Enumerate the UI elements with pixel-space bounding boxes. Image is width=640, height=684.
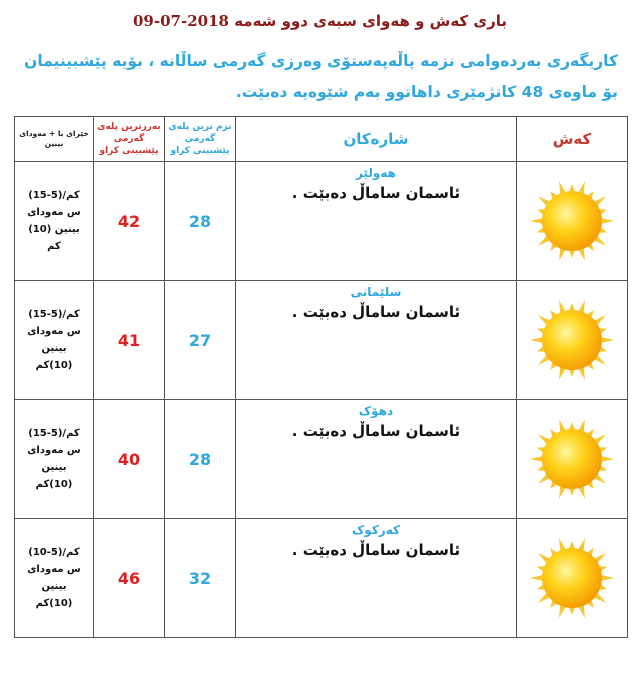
min-temp-cell: 27 bbox=[165, 281, 236, 400]
sun-ray bbox=[602, 456, 614, 461]
sun-ray bbox=[602, 575, 614, 580]
city-name: هەولێر bbox=[356, 166, 396, 180]
sun-icon bbox=[529, 416, 615, 502]
sun-ray bbox=[579, 419, 585, 431]
table-row bbox=[15, 281, 628, 400]
wind-text: (15-5)کم/س مەودای بینین (10)کم bbox=[27, 428, 81, 490]
wind-text: (15-5)کم/س مەودای بینین (10) کم bbox=[27, 190, 81, 252]
header-min-temp: نزم ترین پلەی گەرمی پێشبینی کراو bbox=[165, 117, 236, 162]
sun-ray bbox=[569, 184, 574, 191]
wind-cell bbox=[15, 281, 94, 400]
wind-cell bbox=[15, 400, 94, 519]
sun-ray bbox=[569, 422, 574, 429]
sun-ray bbox=[559, 249, 565, 261]
sun-disc bbox=[542, 548, 602, 608]
min-temp-cell: 28 bbox=[165, 162, 236, 281]
sun-disc bbox=[542, 310, 602, 370]
sun-ray bbox=[579, 487, 585, 499]
header-max-temp: بەرزترین پلەی گەرمی پێشبینی کراو bbox=[94, 117, 165, 162]
city-cell bbox=[236, 162, 517, 281]
city-name: کەرکوک bbox=[352, 523, 400, 537]
max-temp-cell: 40 bbox=[94, 400, 165, 519]
sun-ray bbox=[559, 606, 565, 618]
sun-icon bbox=[529, 178, 615, 264]
min-temp-cell: 28 bbox=[165, 400, 236, 519]
sun-ray bbox=[579, 538, 585, 550]
weather-icon-cell bbox=[517, 162, 628, 281]
sun-ray bbox=[530, 218, 542, 223]
header-cities: شارەکان bbox=[236, 117, 517, 162]
wind-text: (15-5)کم/س مەودای بینین (10)کم bbox=[27, 309, 81, 371]
sun-ray bbox=[579, 300, 585, 312]
weather-description: ئاسمان ساماڵ دەبێت . bbox=[291, 303, 461, 321]
weather-icon-cell bbox=[517, 281, 628, 400]
title-date: 2018-07-09 bbox=[132, 12, 229, 30]
sun-ray bbox=[569, 370, 574, 377]
city-cell bbox=[236, 519, 517, 638]
sun-ray bbox=[530, 456, 542, 461]
sun-disc bbox=[542, 191, 602, 251]
sun-ray bbox=[602, 337, 614, 342]
header-weather: کەش bbox=[517, 117, 628, 162]
table-row bbox=[15, 400, 628, 519]
wind-text: (10-5)کم/س مەودای بینین (10)کم bbox=[27, 547, 81, 609]
sun-ray bbox=[530, 575, 542, 580]
max-temp-cell: 46 bbox=[94, 519, 165, 638]
sun-ray bbox=[602, 218, 614, 223]
max-temp-cell: 42 bbox=[94, 162, 165, 281]
city-cell bbox=[236, 281, 517, 400]
sun-ray bbox=[579, 368, 585, 380]
sun-ray bbox=[569, 489, 574, 496]
sun-disc bbox=[542, 429, 602, 489]
table-header-row bbox=[15, 117, 628, 162]
sun-ray bbox=[569, 541, 574, 548]
forecast-summary: کاریگەری بەردەوامی نزمە پاڵەپەستۆی وەرزی گەرمی ساڵانە ، بۆیە پێشبینیمان بۆ ماوەی 48 کاتژمێری داهاتوو بەم شێوەیە دەبێت. bbox=[24, 52, 618, 101]
weather-description: ئاسمان ساماڵ دەبێت . bbox=[291, 541, 461, 559]
sun-ray bbox=[559, 181, 565, 193]
min-temp-cell: 32 bbox=[165, 519, 236, 638]
weather-description: ئاسمان ساماڵ دەبێت . bbox=[291, 422, 461, 440]
weather-icon-cell bbox=[517, 400, 628, 519]
wind-cell bbox=[15, 162, 94, 281]
sun-ray bbox=[579, 606, 585, 618]
sun-ray bbox=[559, 538, 565, 550]
sun-ray bbox=[569, 251, 574, 258]
weather-icon-cell bbox=[517, 519, 628, 638]
sun-ray bbox=[569, 303, 574, 310]
wind-cell bbox=[15, 519, 94, 638]
table-row bbox=[15, 162, 628, 281]
header-wind: خێرای با + مەودای بینین bbox=[15, 117, 94, 162]
page-title bbox=[0, 12, 640, 30]
title-text: باری کەش و هەوای سبەی دوو شەمە bbox=[234, 12, 508, 30]
sun-icon bbox=[529, 535, 615, 621]
sun-ray bbox=[559, 368, 565, 380]
city-cell bbox=[236, 400, 517, 519]
sun-ray bbox=[530, 337, 542, 342]
forecast-table bbox=[14, 116, 628, 638]
sun-ray bbox=[559, 300, 565, 312]
sun-ray bbox=[579, 181, 585, 193]
sun-ray bbox=[559, 419, 565, 431]
city-name: سلێمانی bbox=[350, 285, 402, 299]
table-row bbox=[15, 519, 628, 638]
sun-ray bbox=[579, 249, 585, 261]
max-temp-cell: 41 bbox=[94, 281, 165, 400]
city-name: دهۆک bbox=[358, 404, 394, 418]
weather-description: ئاسمان ساماڵ دەبێت . bbox=[291, 184, 461, 202]
sun-ray bbox=[559, 487, 565, 499]
sun-icon bbox=[529, 297, 615, 383]
sun-ray bbox=[569, 608, 574, 615]
